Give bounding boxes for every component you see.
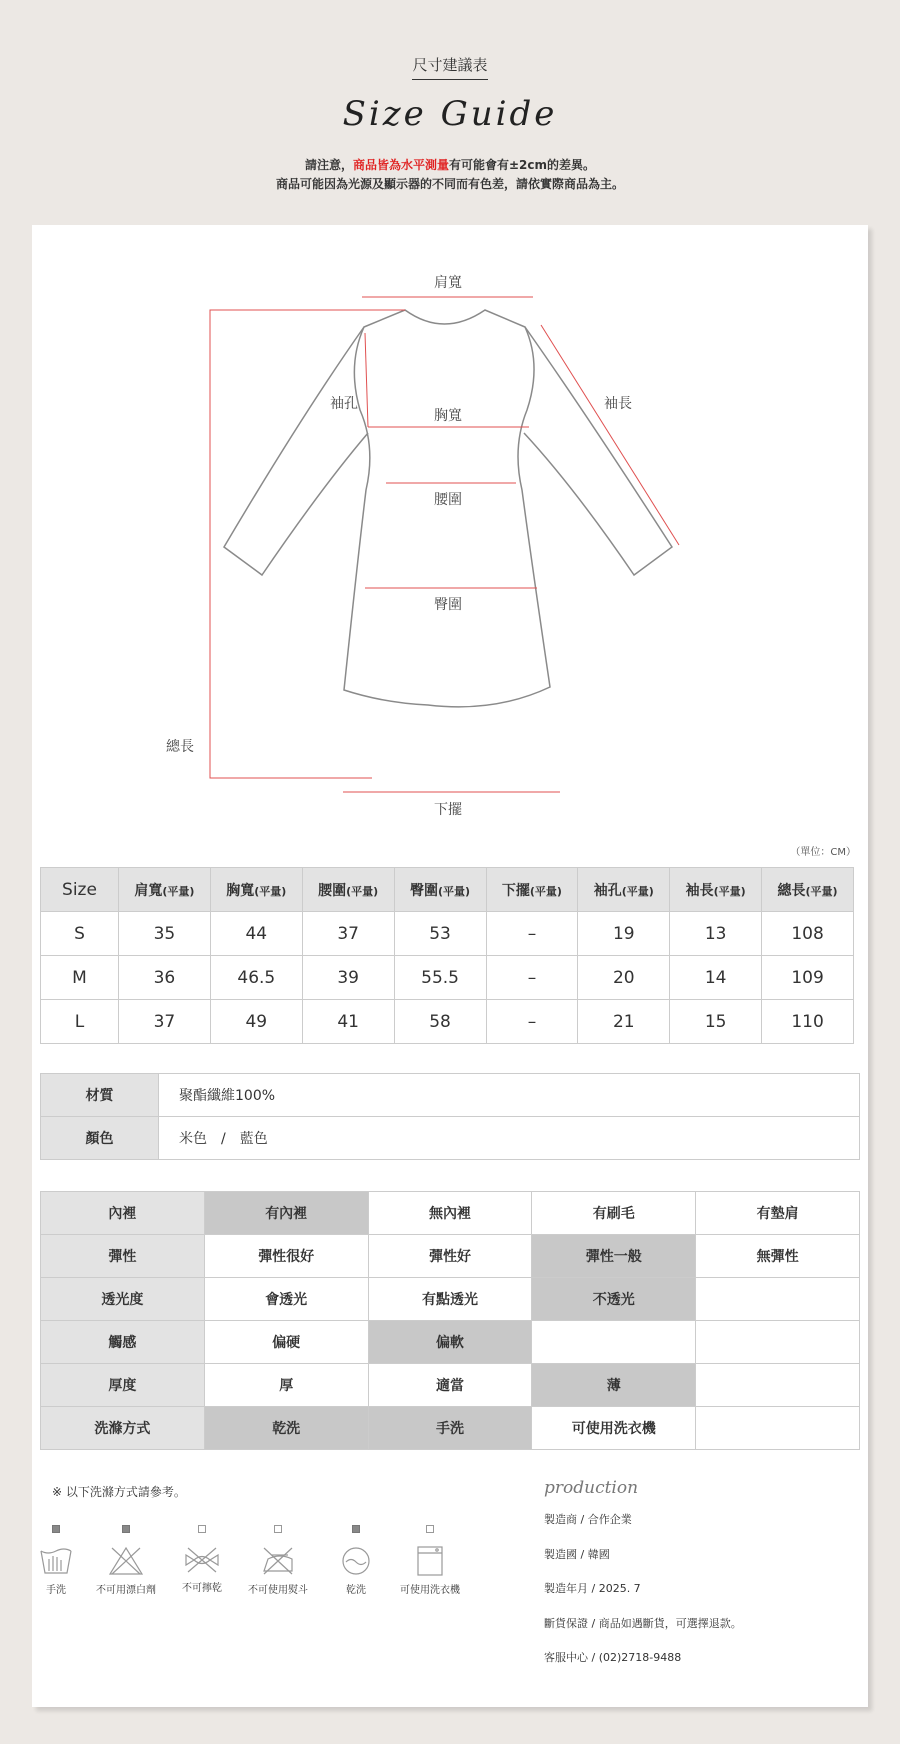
attribute-option: 無彈性 (696, 1235, 860, 1278)
col-header-hem: 下擺(平量) (486, 868, 578, 912)
table-cell: 39 (302, 956, 394, 1000)
attribute-option-selected: 彈性一般 (532, 1235, 696, 1278)
table-cell: S (41, 912, 119, 956)
checkbox-empty-icon (274, 1525, 282, 1533)
wash-item-label: 不可擰乾 (182, 1583, 222, 1594)
wash-item (162, 1525, 242, 1594)
table-cell: 53 (394, 912, 486, 956)
table-cell: L (41, 1000, 119, 1044)
col-header-hip: 臀圍(平量) (394, 868, 486, 912)
measurement-notice: 請注意，商品皆為水平測量有可能會有±2cm的差異。 商品可能因為光源及顯示器的不同而有色差，請依實際商品為主。 (275, 158, 624, 191)
wash-item (16, 1525, 96, 1596)
production-info (544, 1513, 742, 1686)
attribute-option: 厚 (204, 1364, 368, 1407)
table-cell: 37 (302, 912, 394, 956)
col-header-armhole: 袖孔(平量) (578, 868, 670, 912)
table-cell: 36 (119, 956, 211, 1000)
wash-item-label: 手洗 (46, 1585, 66, 1596)
size-table (40, 867, 854, 1044)
hand-wash-icon (16, 1545, 96, 1577)
notice-highlight: 商品皆為水平測量 (352, 158, 449, 172)
attribute-row (41, 1407, 860, 1450)
sleeve-measure-line (541, 325, 679, 545)
dress-illustration (32, 225, 868, 825)
material-label: 材質 (41, 1074, 159, 1117)
sleeve-label: 袖長 (604, 396, 632, 412)
col-header-waist: 腰圍(平量) (302, 868, 394, 912)
table-cell: 20 (578, 956, 670, 1000)
table-cell: 109 (762, 956, 854, 1000)
armhole-label: 袖孔 (330, 396, 358, 412)
color-label: 顏色 (41, 1117, 159, 1160)
wash-item-label: 乾洗 (346, 1585, 366, 1596)
wash-item-label: 不可用漂白劑 (96, 1585, 156, 1596)
fabric-attributes-table (40, 1191, 860, 1450)
table-cell: 58 (394, 1000, 486, 1044)
checkbox-checked-icon (52, 1525, 60, 1533)
table-cell: 21 (578, 1000, 670, 1044)
col-header-length: 總長(平量) (762, 868, 854, 912)
customer-service-line: 客服中心 / (02)2718-9488 (544, 1651, 682, 1664)
table-cell: 35 (119, 912, 211, 956)
size-guide-subtitle: 尺寸建議表 (0, 54, 900, 80)
color-value: 米色 / 藍色 (159, 1117, 860, 1160)
material-table (40, 1073, 860, 1160)
table-row (41, 912, 854, 956)
material-value: 聚酯纖維100% (159, 1074, 860, 1117)
attribute-row (41, 1321, 860, 1364)
wash-instructions (38, 1525, 478, 1645)
attribute-label: 厚度 (41, 1364, 205, 1407)
checkbox-checked-icon (122, 1525, 130, 1533)
page-title: Size Guide (342, 94, 558, 134)
attribute-option (532, 1321, 696, 1364)
armhole-measure-line (365, 333, 368, 427)
length-label: 總長 (166, 739, 194, 755)
table-row (41, 956, 854, 1000)
table-cell: 37 (119, 1000, 211, 1044)
attribute-option: 有點透光 (368, 1278, 532, 1321)
checkbox-empty-icon (198, 1525, 206, 1533)
size-table-header (41, 868, 854, 912)
date-line: 製造年月 / 2025. 7 (544, 1582, 641, 1595)
wash-item (316, 1525, 396, 1596)
table-cell: 49 (210, 1000, 302, 1044)
wash-item-label: 可使用洗衣機 (400, 1585, 460, 1596)
table-cell: 15 (670, 1000, 762, 1044)
wash-item (390, 1525, 470, 1596)
wash-item (86, 1525, 166, 1596)
wash-note: ※ 以下洗滌方式請參考。 (52, 1485, 186, 1499)
attribute-row (41, 1235, 860, 1278)
attribute-option: 可使用洗衣機 (532, 1407, 696, 1450)
table-cell: 41 (302, 1000, 394, 1044)
shoulder-label: 肩寬 (434, 275, 462, 291)
no-wring-icon (162, 1545, 242, 1575)
attribute-option-selected: 手洗 (368, 1407, 532, 1450)
length-measure-line (210, 310, 405, 778)
attribute-option-selected: 有內裡 (204, 1192, 368, 1235)
attribute-option: 偏硬 (204, 1321, 368, 1364)
table-cell: M (41, 956, 119, 1000)
attribute-label: 透光度 (41, 1278, 205, 1321)
hip-label: 臀圍 (434, 597, 462, 613)
table-cell: – (486, 912, 578, 956)
checkbox-checked-icon (352, 1525, 360, 1533)
col-header-sleeve: 袖長(平量) (670, 868, 762, 912)
table-cell: 19 (578, 912, 670, 956)
size-guide-card (32, 225, 868, 1707)
attribute-option-selected: 乾洗 (204, 1407, 368, 1450)
attribute-option (696, 1407, 860, 1450)
col-header-chest: 胸寬(平量) (210, 868, 302, 912)
table-cell: 55.5 (394, 956, 486, 1000)
waist-label: 腰圍 (434, 492, 462, 508)
manufacturer-line: 製造商 / 合作企業 (544, 1513, 632, 1526)
left-sleeve (224, 327, 368, 575)
unit-label: （單位：CM） (790, 847, 856, 858)
attribute-option: 彈性好 (368, 1235, 532, 1278)
attribute-option (696, 1321, 860, 1364)
no-iron-icon (238, 1545, 318, 1577)
table-cell: 46.5 (210, 956, 302, 1000)
attribute-label: 彈性 (41, 1235, 205, 1278)
attribute-row (41, 1278, 860, 1321)
col-header-shoulder: 肩寬(平量) (119, 868, 211, 912)
color-row (41, 1117, 860, 1160)
attribute-option: 彈性很好 (204, 1235, 368, 1278)
table-cell: – (486, 956, 578, 1000)
hem-label: 下擺 (434, 802, 462, 818)
attribute-label: 洗滌方式 (41, 1407, 205, 1450)
washing-machine-icon (390, 1545, 470, 1577)
attribute-option: 有刷毛 (532, 1192, 696, 1235)
wash-item-label: 不可使用熨斗 (248, 1585, 308, 1596)
table-cell: 44 (210, 912, 302, 956)
attribute-label: 內裡 (41, 1192, 205, 1235)
table-cell: 14 (670, 956, 762, 1000)
attribute-option-selected: 薄 (532, 1364, 696, 1407)
production-title: production (544, 1478, 639, 1498)
table-cell: 108 (762, 912, 854, 956)
table-cell: 110 (762, 1000, 854, 1044)
attribute-row (41, 1364, 860, 1407)
dry-clean-icon (316, 1545, 396, 1577)
chest-label: 胸寬 (434, 408, 462, 424)
attribute-option (696, 1278, 860, 1321)
country-line: 製造國 / 韓國 (544, 1547, 610, 1561)
attribute-option-selected: 不透光 (532, 1278, 696, 1321)
attribute-row (41, 1192, 860, 1235)
size-column-header: Size (41, 868, 119, 912)
garment-diagram (32, 225, 868, 825)
attribute-option: 有墊肩 (696, 1192, 860, 1235)
wash-item (238, 1525, 318, 1596)
right-sleeve (524, 327, 672, 575)
table-row (41, 1000, 854, 1044)
no-bleach-icon (86, 1545, 166, 1577)
attribute-option: 會透光 (204, 1278, 368, 1321)
attribute-label: 觸感 (41, 1321, 205, 1364)
table-cell: 13 (670, 912, 762, 956)
attribute-option: 適當 (368, 1364, 532, 1407)
attribute-option-selected: 偏軟 (368, 1321, 532, 1364)
attribute-option: 無內裡 (368, 1192, 532, 1235)
attribute-option (696, 1364, 860, 1407)
checkbox-empty-icon (426, 1525, 434, 1533)
material-row (41, 1074, 860, 1117)
stock-guarantee-line: 斷貨保證 / 商品如遇斷貨，可選擇退款。 (544, 1616, 742, 1630)
table-cell: – (486, 1000, 578, 1044)
